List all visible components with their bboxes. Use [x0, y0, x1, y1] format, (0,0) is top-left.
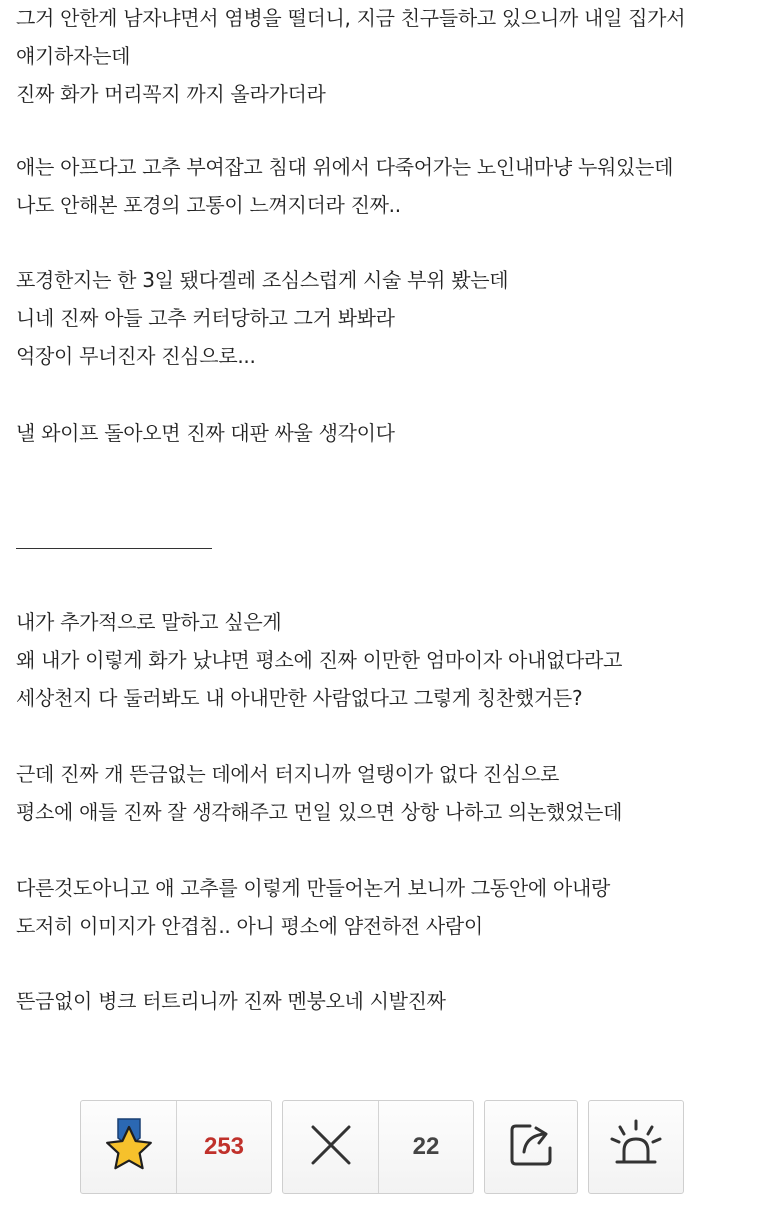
- star-icon: [101, 1115, 157, 1179]
- recommend-count: 253: [203, 1133, 245, 1160]
- post-paragraph: [16, 414, 752, 452]
- share-button[interactable]: [484, 1100, 578, 1194]
- recommend-button[interactable]: [81, 1101, 176, 1193]
- post-line: 진짜 화가 머리꼭지 까지 올라가더라: [16, 82, 326, 106]
- post-paragraph: [16, 148, 752, 224]
- unrecommend-group: [282, 1100, 474, 1194]
- post-line: 뜬금없이 병크 터트리니까 진짜 멘붕오네 시발진짜: [16, 989, 446, 1013]
- unrecommend-button[interactable]: [283, 1101, 378, 1193]
- report-button-face[interactable]: [589, 1101, 683, 1193]
- post-paragraph: [16, 0, 752, 113]
- post-paragraph: [16, 755, 752, 831]
- unrecommend-count: 22: [412, 1133, 440, 1160]
- post-line: 세상천지 다 둘러봐도 내 아내만한 사람없다고 그렇게 칭찬했거든?: [16, 686, 583, 710]
- post-line: 도저히 이미지가 안겹침.. 아니 평소에 얌전하전 사람이: [16, 914, 483, 938]
- post-line: 근데 진짜 개 뜬금없는 데에서 터지니까 얼탱이가 없다 진심으로: [16, 762, 559, 786]
- post-line: 얘기하자는데: [16, 44, 131, 68]
- post-line: 왜 내가 이렇게 화가 났냐면 평소에 진짜 이만한 엄마이자 아내없다라고: [16, 648, 623, 672]
- share-button-face[interactable]: [485, 1101, 577, 1193]
- post-line: 평소에 애들 진짜 잘 생각해주고 먼일 있으면 상항 나하고 의논했었는데: [16, 800, 623, 824]
- recommend-count-box: [176, 1101, 271, 1193]
- post-paragraph: [16, 261, 752, 375]
- post-line: 억장이 무너진자 진심으로...: [16, 344, 256, 368]
- post-line: 내가 추가적으로 말하고 싶은게: [16, 610, 282, 634]
- post-line: 그거 안한게 남자냐면서 염병을 떨더니, 지금 친구들하고 있으니까 내일 집가서: [16, 6, 686, 30]
- section-divider: [16, 548, 212, 549]
- post-line: 나도 안해본 포경의 고통이 느껴지더라 진짜..: [16, 193, 401, 217]
- post-paragraph: [16, 603, 752, 717]
- post-line: 다른것도아니고 애 고추를 이렇게 만들어논거 보니까 그동안에 아내랑: [16, 876, 610, 900]
- x-icon: [307, 1121, 355, 1173]
- siren-icon: [608, 1117, 664, 1177]
- post-paragraph: [16, 869, 752, 945]
- post-paragraph: [16, 982, 752, 1020]
- unrecommend-count-box: [378, 1101, 473, 1193]
- post-line: 낼 와이프 돌아오면 진짜 대판 싸울 생각이다: [16, 421, 395, 445]
- post-line: 포경한지는 한 3일 됐다겔레 조심스럽게 시술 부위 봤는데: [16, 268, 509, 292]
- report-button[interactable]: [588, 1100, 684, 1194]
- recommend-group: [80, 1100, 272, 1194]
- share-icon: [506, 1120, 556, 1174]
- post-line: 애는 아프다고 고추 부여잡고 침대 위에서 다죽어가는 노인내마냥 누워있는데: [16, 155, 674, 179]
- post-line: 니네 진짜 아들 고추 커터당하고 그거 봐봐라: [16, 306, 395, 330]
